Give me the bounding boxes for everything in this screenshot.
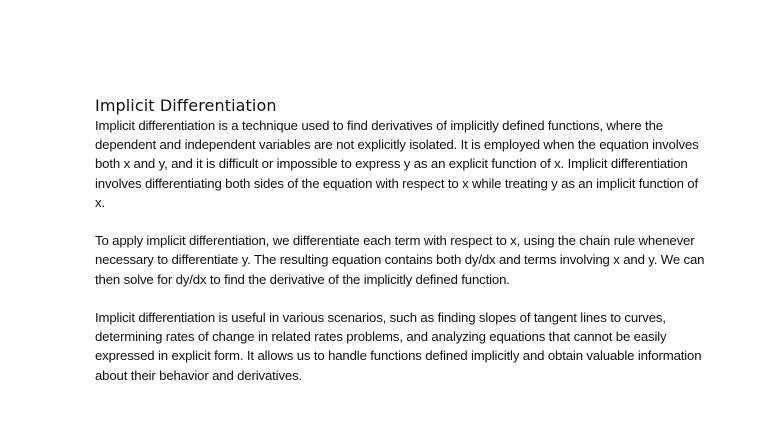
document-title: Implicit Differentiation: [95, 96, 277, 115]
paragraph-uses: Implicit differentiation is useful in various scenarios, such as finding slopes of tangent lines to curves, determining rates of change in related rates problems, and analyzing equations that cannot be easily expressed in explicit form. It allows us to handle functions defined implicitly and obtain valuable information about their behavior and derivatives.: [95, 310, 702, 383]
text-body: [95, 96, 705, 385]
paragraph-intro: Implicit differentiation is a technique used to find derivatives of implicitly defined functions, where the dependent and independent variables are not explicitly isolated. It is employed when the equation involves both x and y, and it is difficult or impossible to express y as an explicit function of x. Implicit differentiation involves differentiating both sides of the equation with respect to x while treating y as an implicit function of x.: [95, 118, 699, 210]
paragraph-application: To apply implicit differentiation, we differentiate each term with respect to x, using the chain rule whenever necessary to differentiate y. The resulting equation contains both dy/dx and terms involving x and y. We can then solve for dy/dx to find the derivative of the implicitly defined function.: [95, 233, 705, 287]
